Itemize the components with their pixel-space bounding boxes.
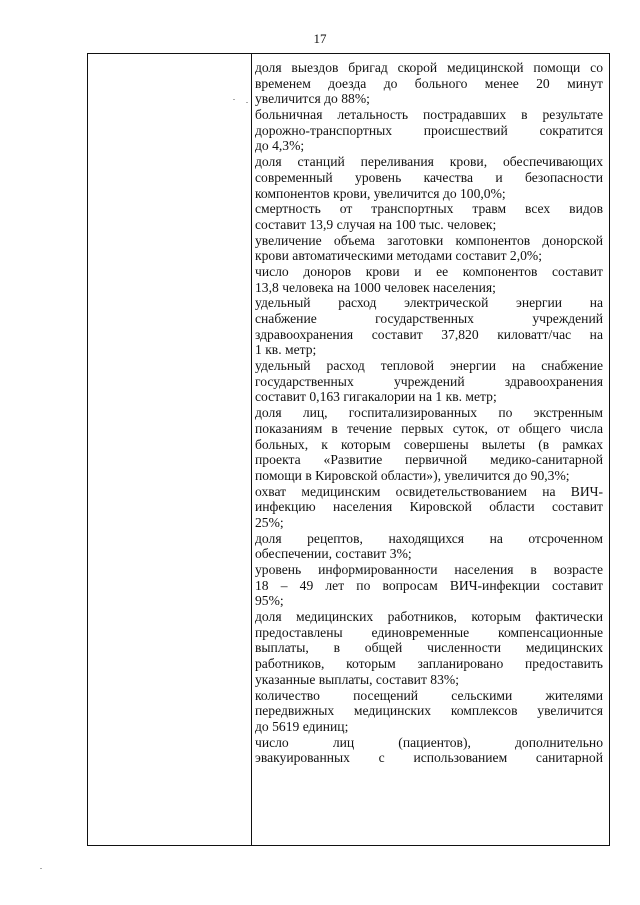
indicator-item: [255, 295, 603, 358]
indicator-line: до 4,3%;: [255, 138, 305, 154]
column-divider: [251, 54, 252, 845]
indicator-line: охват медицинским освидетельствованием на ВИЧ-: [255, 483, 603, 499]
indicator-line: выплаты, в общей численности медицинских: [255, 640, 603, 656]
indicator-line: временем доезда до больного менее 20 минут: [255, 75, 603, 91]
indicator-line: 1 кв. метр;: [255, 342, 317, 358]
indicator-line: инфекцию населения Кировской области составит: [255, 499, 603, 515]
indicator-line: компонентов крови, увеличится до 100,0%;: [255, 185, 506, 201]
indicator-item: [255, 609, 603, 687]
indicator-item: [255, 358, 603, 405]
indicator-line: количество посещений сельскими жителями: [255, 687, 603, 703]
indicator-line: число доноров крови и ее компонентов составит: [255, 263, 603, 279]
page-number: 17: [313, 31, 327, 46]
indicator-item: [255, 264, 603, 295]
indicator-line: до 5619 единиц;: [255, 718, 349, 734]
indicator-line: крови автоматическими методами составит 2,0%;: [255, 248, 543, 264]
indicator-item: [255, 201, 603, 232]
indicator-line: обеспечении, составит 3%;: [255, 546, 412, 562]
indicator-line: передвижных медицинских комплексов увеличится: [255, 703, 603, 719]
indicator-line: здравоохранения составит 37,820 киловатт/час на: [255, 326, 603, 342]
scan-speck: [233, 99, 235, 100]
indicator-item: [255, 562, 603, 609]
indicator-line: удельный расход электрической энергии на: [255, 295, 603, 311]
indicator-item: [255, 154, 603, 201]
indicator-line: снабжение государственных учреждений: [255, 311, 603, 326]
indicator-line: предоставлены единовременные компенсационные: [255, 624, 603, 640]
indicator-line: государственных учреждений здравоохранения: [255, 373, 603, 389]
indicator-line: больничная летальность пострадавших в результате: [255, 107, 603, 123]
indicator-line: уровень информированности населения в возрасте: [255, 562, 603, 577]
indicator-item: [255, 107, 603, 154]
indicator-line: число лиц (пациентов), дополнительно: [255, 734, 603, 750]
indicator-item: [255, 233, 603, 264]
indicator-line: доля медицинских работников, которым фактически: [255, 609, 603, 625]
indicator-line: удельный расход тепловой энергии на снабжение: [255, 358, 603, 374]
indicator-item: [255, 405, 603, 483]
indicator-line: увеличение объема заготовки компонентов донорской: [255, 232, 603, 248]
scan-speck: [40, 868, 42, 869]
document-table: [87, 53, 610, 846]
indicator-line: эвакуированных с использованием санитарной: [255, 750, 603, 766]
indicator-line: работников, которым запланировано предоставить: [255, 656, 603, 672]
indicator-line: современный уровень качества и безопасности: [255, 169, 603, 185]
indicator-item: [255, 484, 603, 531]
indicator-line: увеличится до 88%;: [255, 91, 370, 107]
indicator-line: 13,8 человека на 1000 человек населения;: [255, 279, 496, 295]
indicator-line: указанные выплаты, составит 83%;: [255, 671, 459, 687]
indicator-line: больных, к которым совершены вылеты (в рамках: [255, 436, 603, 452]
indicator-line: доля рецептов, находящихся на отсроченном: [255, 530, 603, 546]
indicator-line: составит 13,9 случая на 100 тыс. человек;: [255, 216, 497, 232]
indicator-line: 25%;: [255, 514, 284, 530]
indicator-item: [255, 688, 603, 735]
indicator-line: 95%;: [255, 593, 284, 609]
indicator-item: [255, 531, 603, 562]
indicator-line: помощи в Кировской области»), увеличится до 90,3%;: [255, 467, 570, 483]
indicator-line: 18 – 49 лет по вопросам ВИЧ-инфекции составит: [255, 577, 603, 593]
indicator-line: доля лиц, госпитализированных по экстренным: [255, 405, 603, 421]
indicators-column: [255, 60, 603, 766]
indicator-line: дорожно-транспортных происшествий сократится: [255, 122, 603, 138]
indicator-line: проекта «Развитие первичной медико-санитарной: [255, 452, 603, 468]
indicator-item: [255, 60, 603, 107]
indicator-line: доля выездов бригад скорой медицинской помощи со: [255, 60, 603, 75]
indicator-line: смертность от транспортных травм всех видов: [255, 201, 603, 217]
indicator-line: составит 0,163 гигакалории на 1 кв. метр;: [255, 389, 497, 405]
indicator-line: доля станций переливания крови, обеспечивающих: [255, 154, 603, 170]
indicator-item: [255, 735, 603, 766]
scan-speck: [246, 102, 248, 103]
indicator-line: показаниям в течение первых суток, от общего числа: [255, 420, 603, 436]
